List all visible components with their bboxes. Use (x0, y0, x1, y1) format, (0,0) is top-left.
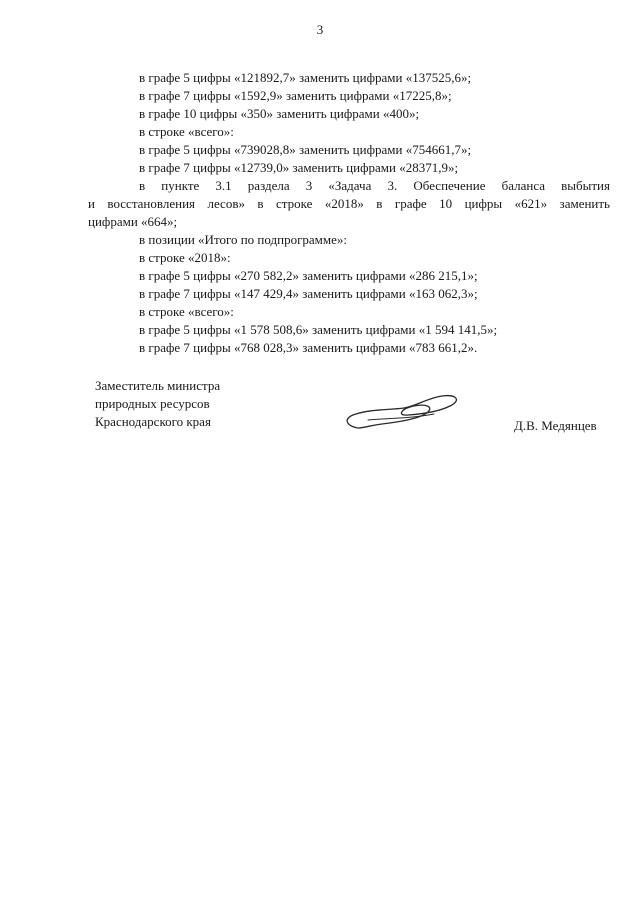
signatory-title-line: Краснодарского края (95, 414, 211, 429)
amendment-line: в строке «2018»: (139, 250, 231, 265)
paragraph-line: цифрами «664»; (88, 214, 178, 229)
amendment-line: в графе 5 цифры «270 582,2» заменить цифрами «286 215,1»; (139, 268, 478, 283)
signatory-name: Д.В. Медянцев (514, 418, 597, 433)
amendment-line: в строке «всего»: (139, 124, 234, 139)
amendment-line: в строке «всего»: (139, 304, 234, 319)
amendment-line: в графе 7 цифры «12739,0» заменить цифрами «28371,9»; (139, 160, 459, 175)
paragraph-line: и восстановления лесов» в строке «2018» в графе 10 цифры «621» заменить (88, 196, 610, 211)
paragraph-line: в пункте 3.1 раздела 3 «Задача 3. Обеспечение баланса выбытия (139, 178, 610, 193)
handwritten-signature (338, 388, 463, 434)
amendment-line: в позиции «Итого по подпрограмме»: (139, 232, 348, 247)
signatory-title-line: природных ресурсов (95, 396, 210, 411)
amendment-line: в графе 5 цифры «1 578 508,6» заменить цифрами «1 594 141,5»; (139, 322, 498, 337)
amendment-line: в графе 5 цифры «739028,8» заменить цифрами «754661,7»; (139, 142, 472, 157)
page-number: 3 (316, 22, 324, 37)
amendment-line: в графе 7 цифры «1592,9» заменить цифрами «17225,8»; (139, 88, 452, 103)
signatory-title (95, 377, 220, 431)
signatory-title-line: Заместитель министра (95, 378, 221, 393)
amendment-line: в графе 7 цифры «768 028,3» заменить цифрами «783 661,2». (139, 340, 478, 355)
amendment-line: в графе 10 цифры «350» заменить цифрами «400»; (139, 106, 420, 121)
amendment-line: в графе 5 цифры «121892,7» заменить цифрами «137525,6»; (139, 70, 472, 85)
amendment-line: в графе 7 цифры «147 429,4» заменить цифрами «163 062,3»; (139, 286, 478, 301)
